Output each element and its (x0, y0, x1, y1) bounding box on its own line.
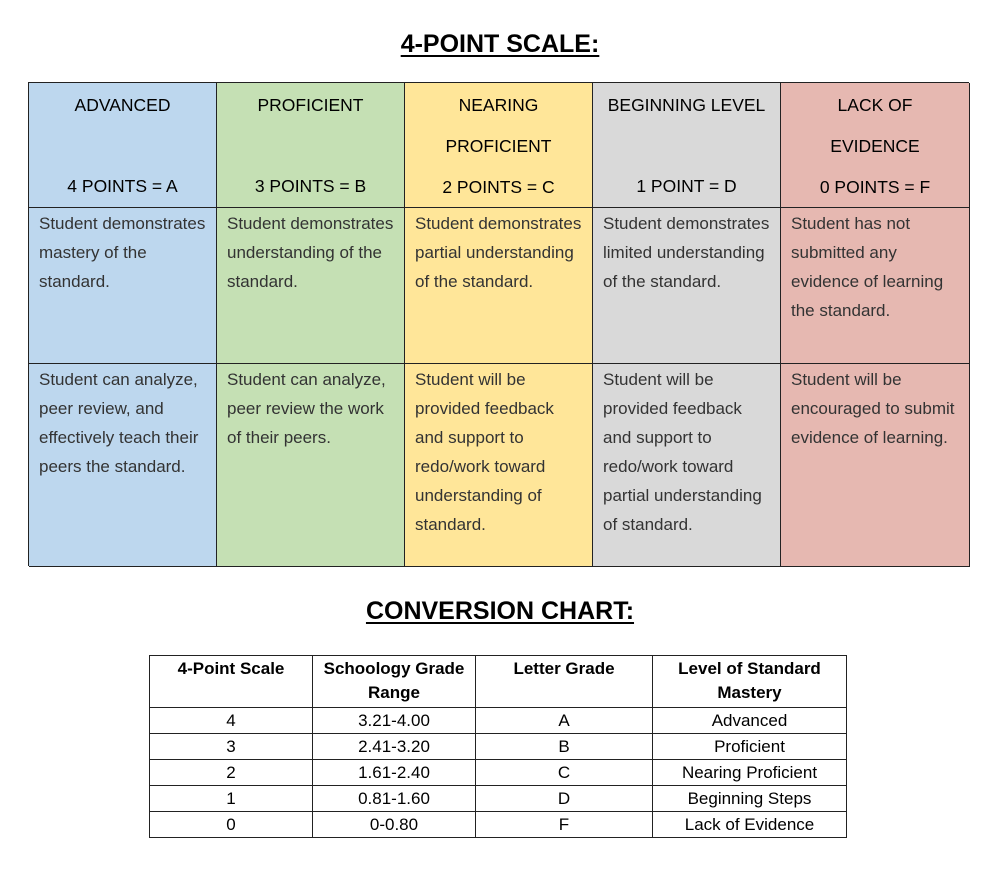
level-header-lack-of-evidence (781, 83, 970, 208)
level-action: Student will be provided feedback and support to redo/work toward partial understanding of standard. (593, 364, 781, 567)
cell-scale: 2 (150, 760, 313, 786)
four-point-scale-table (28, 82, 969, 566)
table-row (150, 786, 847, 812)
cell-scale: 4 (150, 708, 313, 734)
column-header-mastery: Level of Standard Mastery (653, 656, 847, 708)
cell-letter: A (476, 708, 653, 734)
conversion-chart-table (149, 655, 847, 838)
cell-grade-range: 3.21-4.00 (313, 708, 476, 734)
column-header-grade-range: Schoology Grade Range (313, 656, 476, 708)
cell-grade-range: 1.61-2.40 (313, 760, 476, 786)
cell-letter: C (476, 760, 653, 786)
level-header-proficient (217, 83, 405, 208)
cell-mastery: Advanced (653, 708, 847, 734)
level-header-nearing-proficient (405, 83, 593, 208)
cell-scale: 1 (150, 786, 313, 812)
cell-grade-range: 0-0.80 (313, 812, 476, 838)
cell-letter: F (476, 812, 653, 838)
level-header-beginning (593, 83, 781, 208)
level-points: 3 POINTS = B (254, 176, 367, 196)
level-points: 0 POINTS = F (819, 177, 931, 197)
scale-title: 4-POINT SCALE: (400, 30, 600, 58)
level-description: Student has not submitted any evidence of learning the standard. (781, 208, 970, 364)
cell-mastery: Proficient (653, 734, 847, 760)
level-action: Student can analyze, peer review, and effectively teach their peers the standard. (29, 364, 217, 567)
column-header-letter-grade: Letter Grade (476, 656, 653, 708)
level-action: Student will be provided feedback and support to redo/work toward understanding of standard. (405, 364, 593, 567)
cell-letter: B (476, 734, 653, 760)
column-header-scale: 4-Point Scale (150, 656, 313, 708)
table-row (150, 812, 847, 838)
level-name-line2: PROFICIENT (445, 136, 552, 156)
cell-mastery: Lack of Evidence (653, 812, 847, 838)
cell-grade-range: 2.41-3.20 (313, 734, 476, 760)
level-points: 2 POINTS = C (442, 177, 555, 197)
cell-letter: D (476, 786, 653, 812)
cell-grade-range: 0.81-1.60 (313, 786, 476, 812)
cell-mastery: Nearing Proficient (653, 760, 847, 786)
level-description: Student demonstrates understanding of the standard. (217, 208, 405, 364)
level-name: BEGINNING LEVEL (607, 95, 766, 115)
level-name: LACK OF (837, 95, 913, 115)
cell-mastery: Beginning Steps (653, 786, 847, 812)
level-points: 1 POINT = D (636, 176, 737, 196)
level-header-advanced (29, 83, 217, 208)
level-description: Student demonstrates mastery of the standard. (29, 208, 217, 364)
level-action: Student will be encouraged to submit evidence of learning. (781, 364, 970, 567)
level-name: ADVANCED (74, 95, 171, 115)
level-name: PROFICIENT (257, 95, 364, 115)
level-description: Student demonstrates partial understanding of the standard. (405, 208, 593, 364)
level-description: Student demonstrates limited understanding of the standard. (593, 208, 781, 364)
level-points: 4 POINTS = A (67, 176, 178, 196)
level-name-line2: EVIDENCE (830, 136, 920, 156)
level-action: Student can analyze, peer review the work of their peers. (217, 364, 405, 567)
cell-scale: 3 (150, 734, 313, 760)
cell-scale: 0 (150, 812, 313, 838)
level-name: NEARING (458, 95, 539, 115)
table-row (150, 708, 847, 734)
conversion-title: CONVERSION CHART: (365, 597, 635, 625)
table-row (150, 760, 847, 786)
table-row (150, 734, 847, 760)
table-header-row (150, 656, 847, 708)
